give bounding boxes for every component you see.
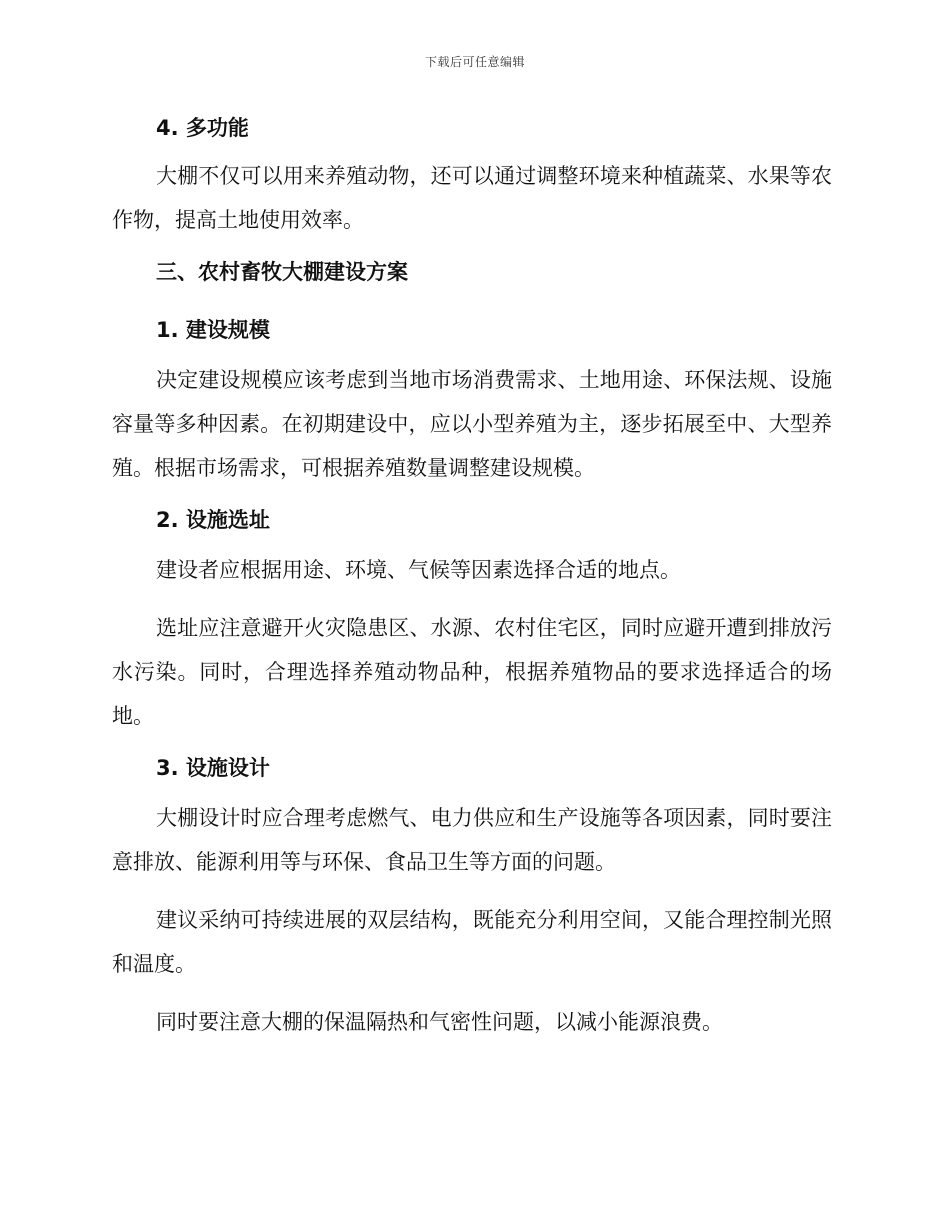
section-heading-construction-plan: 三、农村畜牧大棚建设方案 — [156, 260, 408, 284]
paragraph-site-selection-1: 建设者应根据用途、环境、气候等因素选择合适的地点。 — [156, 558, 681, 582]
paragraph-site-selection-2: 选址应注意避开火灾隐患区、水源、农村住宅区，同时应避开遭到排放污水污染。同时，合理选择养殖动物品种，根据养殖物品的要求选择适合的场地。 — [112, 616, 832, 728]
paragraph-facility-design-2: 建议采纳可持续进展的双层结构，既能充分利用空间，又能合理控制光照和温度。 — [112, 908, 832, 976]
document-body — [112, 112, 832, 1044]
paragraph-facility-design-1: 大棚设计时应合理考虑燃气、电力供应和生产设施等各项因素，同时要注意排放、能源利用等与环保、食品卫生等方面的问题。 — [112, 806, 832, 874]
heading-construction-scale: 1. 建设规模 — [156, 318, 270, 342]
paragraph-facility-design-3: 同时要注意大棚的保温隔热和气密性问题，以减小能源浪费。 — [156, 1010, 723, 1034]
heading-facility-design: 3. 设施设计 — [156, 756, 270, 780]
heading-site-selection: 2. 设施选址 — [156, 508, 270, 532]
header-note: 下载后可任意编辑 — [424, 55, 525, 69]
paragraph-multi-function: 大棚不仅可以用来养殖动物，还可以通过调整环境来种植蔬菜、水果等农作物，提高土地使用效率。 — [112, 164, 832, 232]
heading-multi-function: 4. 多功能 — [156, 116, 249, 140]
paragraph-construction-scale: 决定建设规模应该考虑到当地市场消费需求、土地用途、环保法规、设施容量等多种因素。在初期建设中，应以小型养殖为主，逐步拓展至中、大型养殖。根据市场需求，可根据养殖数量调整建设规模。 — [112, 368, 832, 480]
